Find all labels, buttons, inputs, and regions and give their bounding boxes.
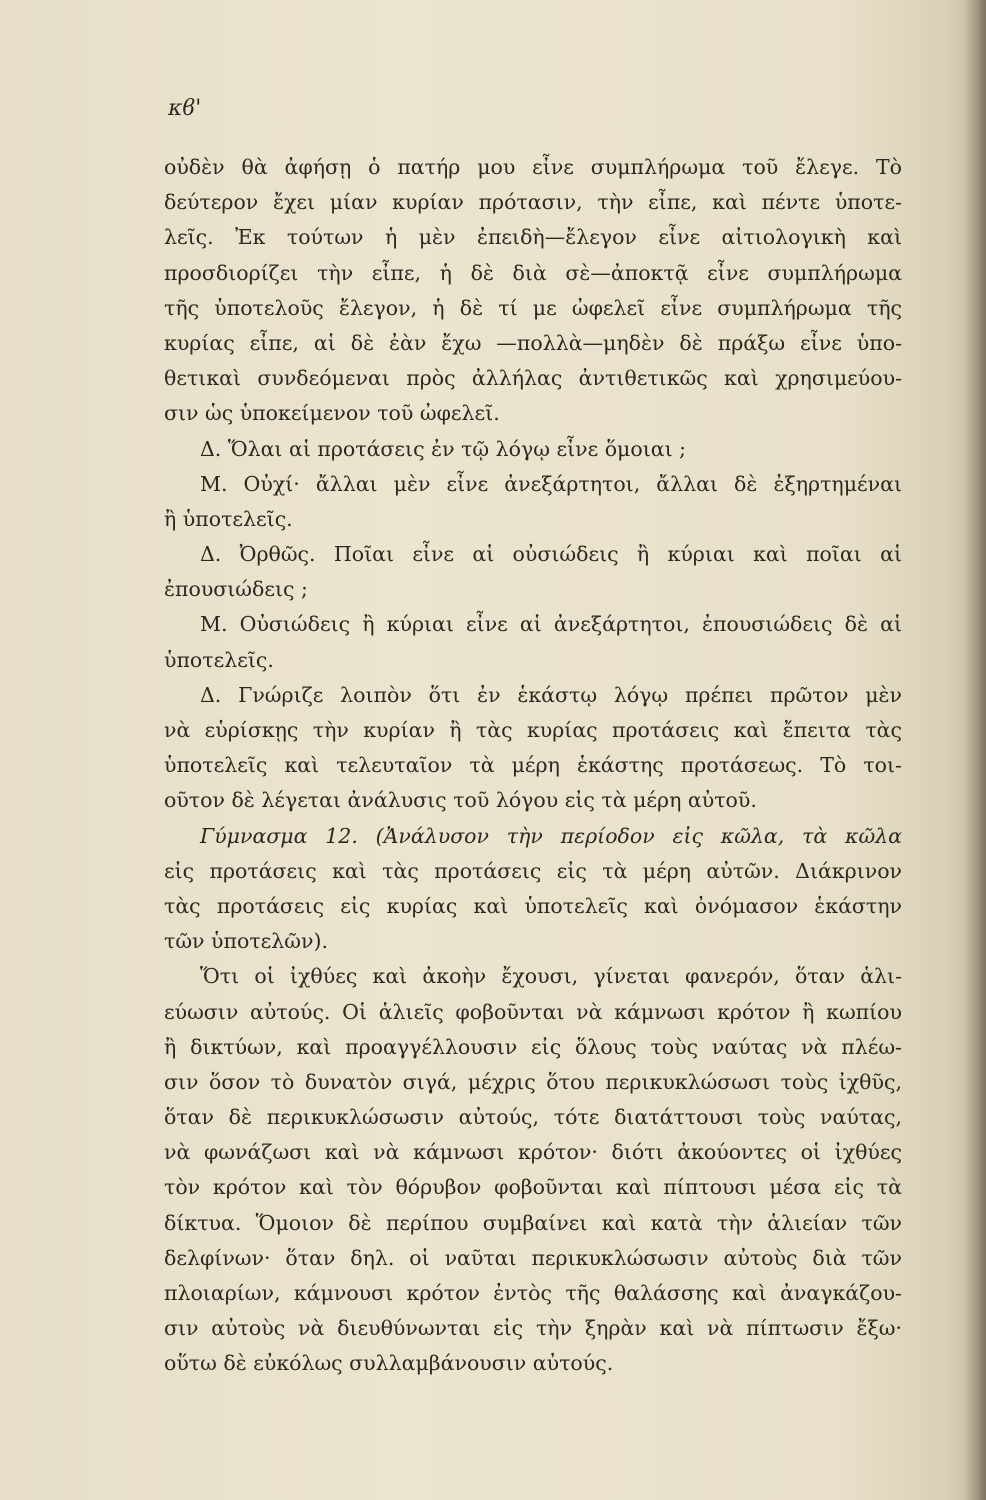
dialogue-question: Δ. Γνώριζε λοιπὸν ὅτι ἐν ἑκάστῳ λόγῳ πρέπει πρῶτον μὲν	[200, 682, 902, 707]
text-line: οὐδὲν θὰ ἀφήσῃ ὁ πατήρ μου εἶνε συμπλήρωμα τοῦ ἔλεγε. Τὸ	[164, 155, 902, 179]
text-line: ἢ ὑποτελεῖς.	[164, 506, 293, 531]
text-line: δελφίνων· ὅταν δηλ. οἱ ναῦται περικυκλώσωσιν αὐτοὺς διὰ τῶν	[164, 1245, 902, 1270]
text-line: πλοιαρίων, κάμνουσι κρότον ἐντὸς τῆς θαλάσσης καὶ ἀναγκάζου-	[164, 1281, 902, 1305]
text-line: δίκτυα. Ὅμοιον δὲ περίπου συμβαίνει καὶ κατὰ τὴν ἁλιείαν τῶν	[164, 1210, 902, 1235]
text-line: ἐπουσιώδεις ;	[164, 577, 308, 602]
text-line: εἰς προτάσεις καὶ τὰς προτάσεις εἰς τὰ μέρη αὐτῶν. Διάκρινον	[164, 858, 902, 883]
dialogue-question: Δ. Ὀρθῶς. Ποῖαι εἶνε αἱ οὐσιώδεις ἢ κύριαι καὶ ποῖαι αἱ	[200, 542, 902, 567]
text-line: νὰ φωνάζωσι καὶ νὰ κάμνωσι κρότον· διότι ἀκούοντες οἱ ἰχθύες	[164, 1140, 902, 1165]
text-line: οὕτω δὲ εὐκόλως συλλαμβάνουσιν αὐτούς.	[164, 1351, 614, 1376]
exercise-passage: Ὅτι οἱ ἰχθύες καὶ ἀκοὴν ἔχουσι, γίνεται φανερόν, ὅταν ἁλι-	[200, 964, 902, 989]
text-line: οῦτον δὲ λέγεται ἀνάλυσις τοῦ λόγου εἰς τὰ μέρη αὐτοῦ.	[164, 788, 757, 813]
text-line: ὅταν δὲ περικυκλώσωσιν αὐτούς, τότε διατάττουσι τοὺς ναύτας,	[164, 1105, 902, 1130]
text-line: ὑποτελεῖς.	[164, 647, 274, 672]
text-line: τὰς προτάσεις εἰς κυρίας καὶ ὑποτελεῖς καὶ ὀνόμασον ἑκάστην	[164, 893, 902, 918]
dialogue-question: Δ. Ὅλαι αἱ προτάσεις ἐν τῷ λόγῳ εἶνε ὅμοιαι ;	[200, 436, 687, 461]
page-number: κϐ'	[168, 96, 202, 121]
body-text	[164, 150, 902, 1382]
page-spine-shadow	[964, 0, 986, 1500]
text-line: τὸν κρότον καὶ τὸν θόρυβον φοβοῦνται καὶ πίπτουσι μέσα εἰς τὰ	[164, 1175, 902, 1200]
text-line: ὑποτελεῖς καὶ τελευταῖον τὰ μέρη ἑκάστης προτάσεως. Τὸ τοι-	[164, 753, 902, 778]
text-line: ἢ δικτύων, καὶ προαγγέλλουσιν εἰς ὅλους τοὺς ναύτας νὰ πλέω-	[164, 1034, 902, 1059]
text-line: κυρίας εἶπε, αἱ δὲ ἐὰν ἔχω —πολλὰ—μηδὲν δὲ πράξω εἶνε ὑπο-	[164, 330, 902, 355]
exercise-heading: Γύμνασμα 12. (Ἀνάλυσον τὴν περίοδον εἰς κῶλα, τὰ κῶλα	[200, 823, 902, 848]
text-line: τῆς ὑποτελοῦς ἔλεγον, ἡ δὲ τί με ὠφελεῖ εἶνε συμπλήρωμα τῆς	[164, 295, 902, 320]
dialogue-answer: Μ. Οὐσιώδεις ἢ κύριαι εἶνε αἱ ἀνεξάρτητοι, ἐπουσιώδεις δὲ αἱ	[200, 612, 902, 637]
text-line: θετικαὶ συνδεόμεναι πρὸς ἀλλήλας ἀντιθετικῶς καὶ χρησιμεύου-	[164, 366, 902, 391]
text-line: νὰ εὑρίσκῃς τὴν κυρίαν ἢ τὰς κυρίας προτάσεις καὶ ἔπειτα τὰς	[164, 718, 902, 742]
text-line: τῶν ὑποτελῶν).	[164, 929, 328, 954]
text-line: σιν αὐτοὺς νὰ διευθύνωνται εἰς τὴν ξηρὰν καὶ νὰ πίπτωσιν ἔξω·	[164, 1316, 902, 1341]
text-line: εύωσιν αὐτούς. Οἱ ἁλιεῖς φοβοῦνται νὰ κάμνωσι κρότον ἢ κωπίου	[164, 999, 902, 1024]
text-line: λεῖς. Ἐκ τούτων ἡ μὲν ἐπειδὴ—ἔλεγον εἶνε αἰτιολογικὴ καὶ	[164, 225, 902, 250]
text-line: σιν ὅσον τὸ δυνατὸν σιγά, μέχρις ὅτου περικυκλώσωσι τοὺς ἰχθῦς,	[164, 1069, 902, 1094]
text-line: σιν ὡς ὑποκείμενον τοῦ ὠφελεῖ.	[164, 401, 500, 426]
text-line: δεύτερον ἔχει μίαν κυρίαν πρότασιν, τὴν εἶπε, καὶ πέντε ὑποτε-	[164, 190, 902, 215]
dialogue-answer: Μ. Οὐχί· ἄλλαι μὲν εἶνε ἀνεξάρτητοι, ἄλλαι δὲ ἐξηρτημέναι	[200, 471, 902, 496]
text-line: προσδιορίζει τὴν εἶπε, ἡ δὲ διὰ σὲ—ἀποκτᾷ εἶνε συμπλήρωμα	[164, 260, 902, 285]
